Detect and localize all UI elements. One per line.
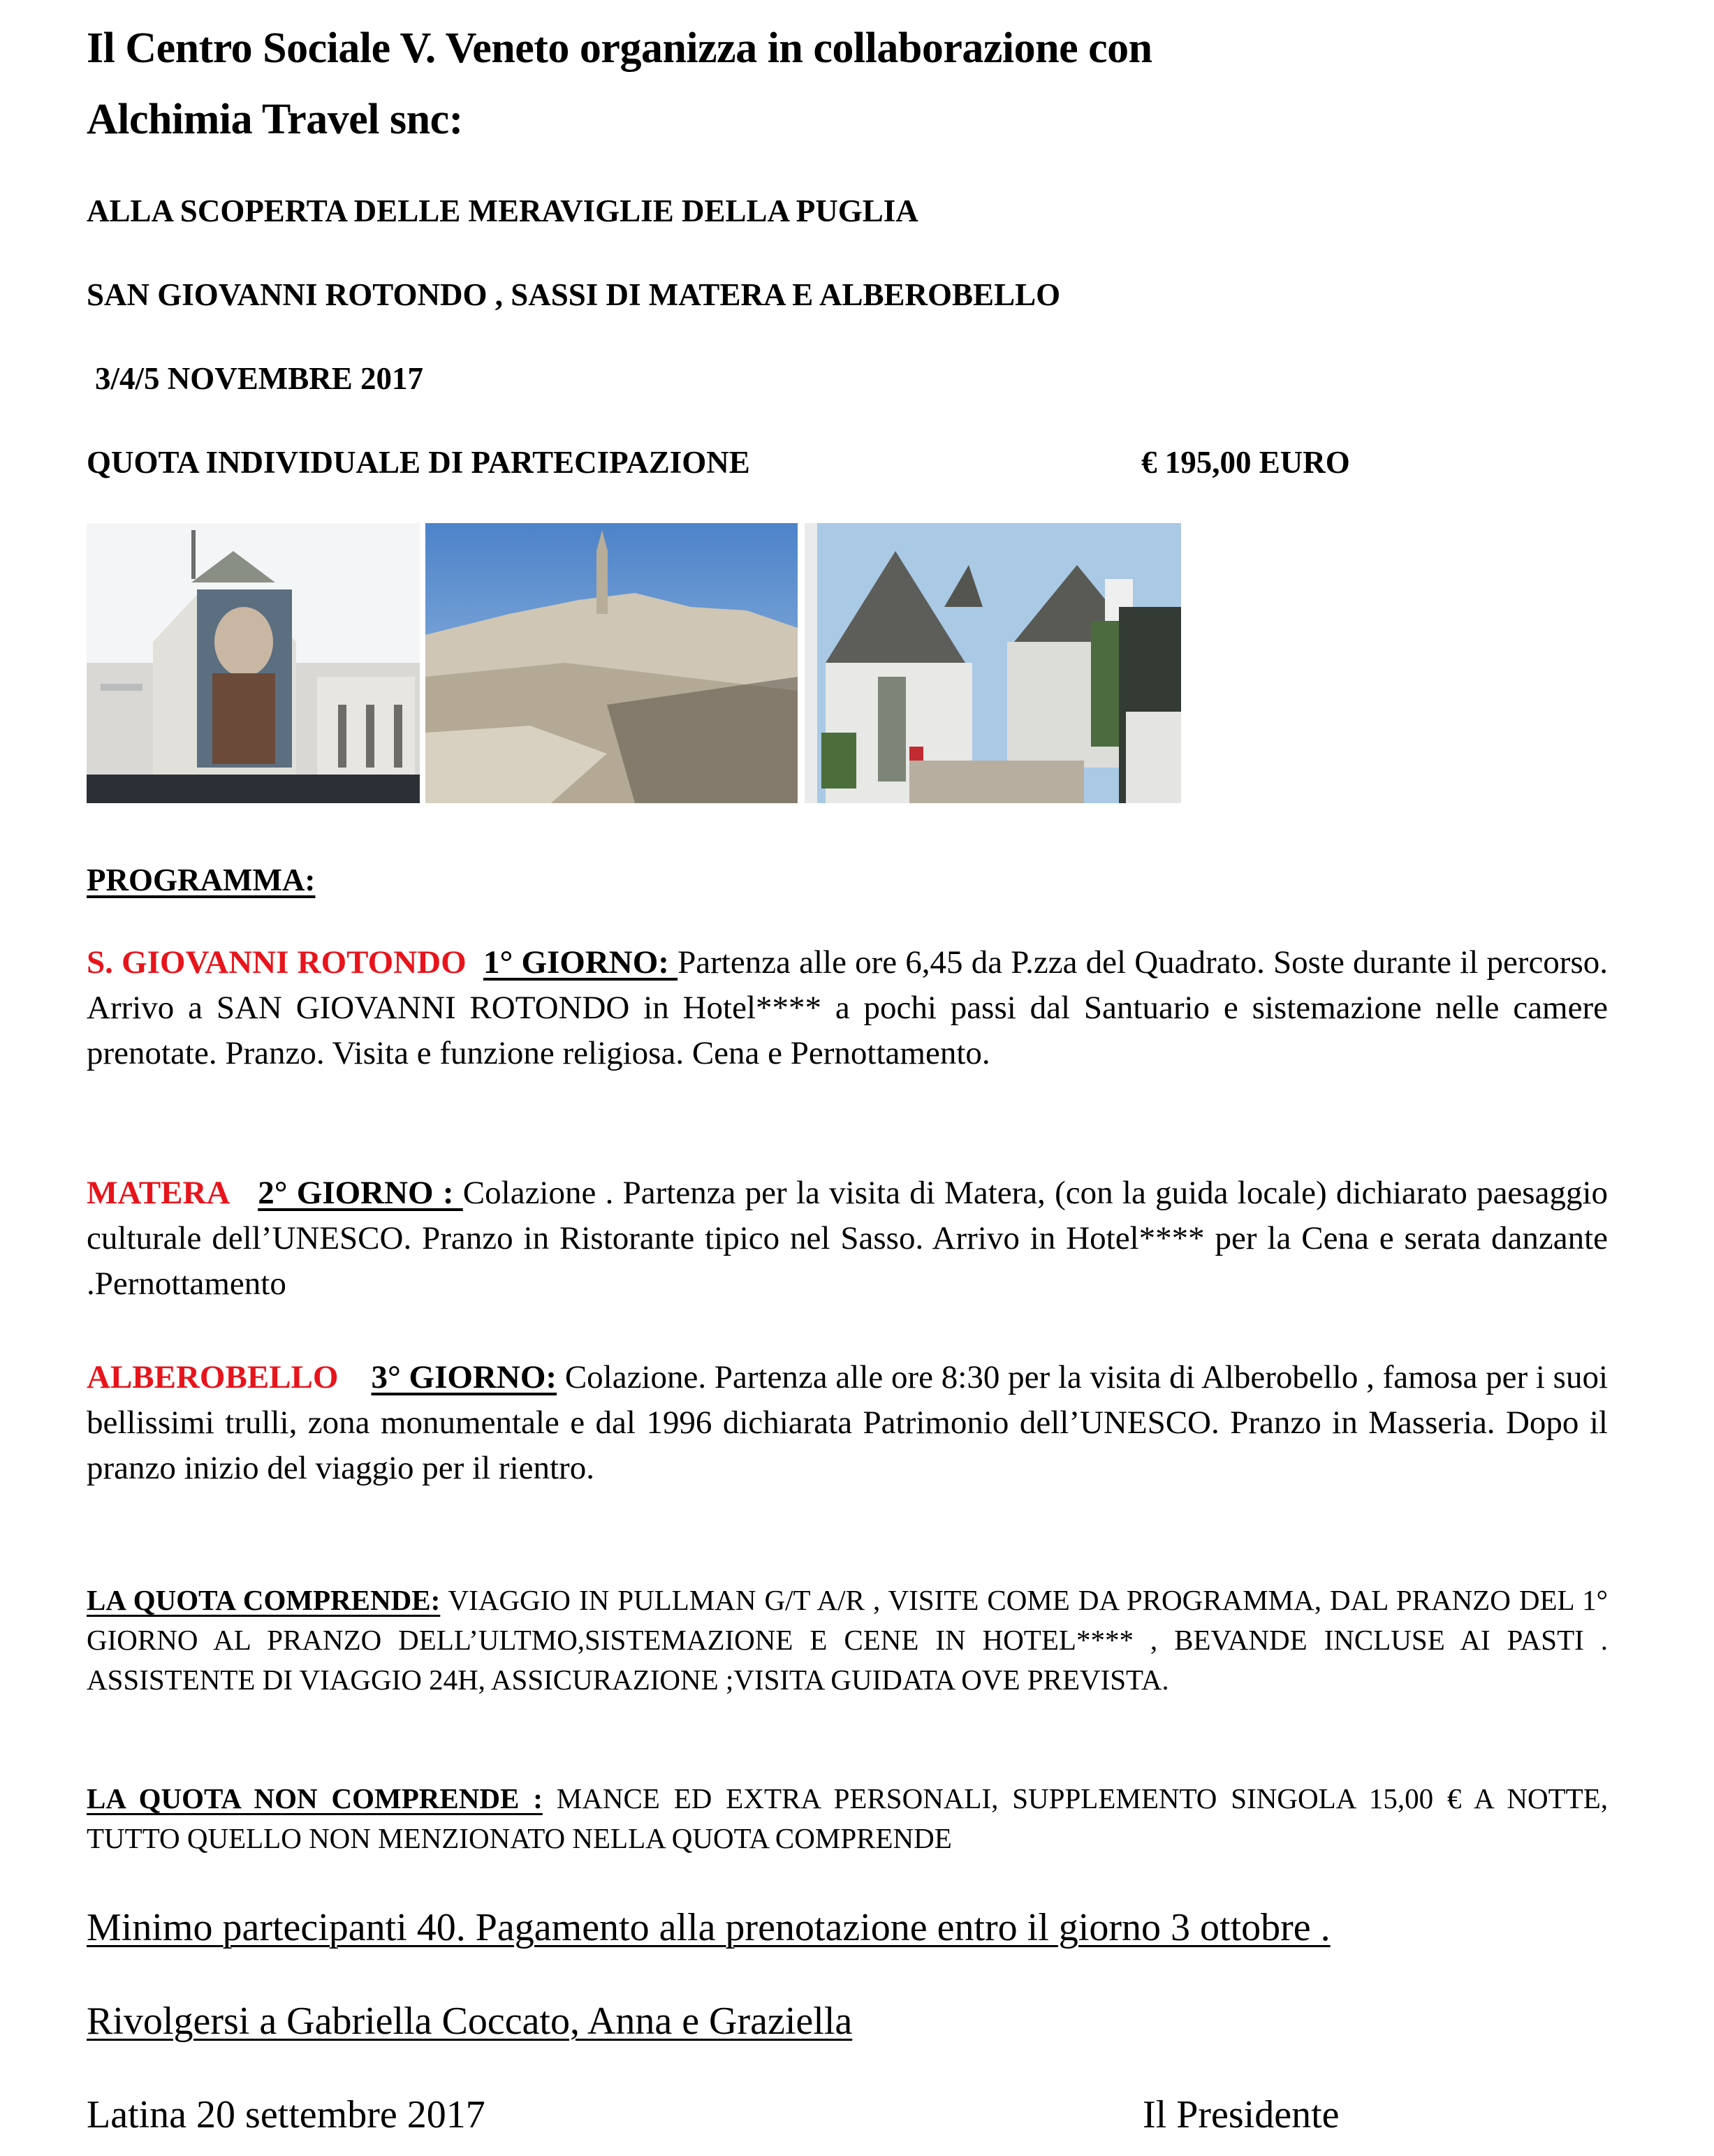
header-title-line-1: Il Centro Sociale V. Veneto organizza in collaborazione con — [87, 24, 1152, 72]
header-title-line-2: Alchimia Travel snc: — [87, 96, 463, 143]
quota-non-comprende-paragraph — [87, 1779, 1608, 1858]
trip-title: ALLA SCOPERTA DELLE MERAVIGLIE DELLA PUGLIA — [87, 193, 918, 228]
trulli-alberobello-photo — [805, 523, 1181, 803]
luogo-data: Latina 20 settembre 2017 — [87, 2093, 485, 2136]
santuario-padre-pio-photo — [87, 523, 420, 803]
quota-non-comprende-text: MANCE ED EXTRA PERSONALI, SUPPLEMENTO SINGOLA 15,00 € A NOTTE, TUTTO QUELLO NON MENZIONATO NELLA QUOTA COMPRENDE — [87, 1782, 1608, 1854]
quota-non-comprende-label: LA QUOTA NON COMPRENDE : — [87, 1782, 543, 1814]
contatti-note: Rivolgersi a Gabriella Coccato, Anna e Graziella — [87, 2000, 853, 2043]
trip-dates: 3/4/5 NOVEMBRE 2017 — [95, 361, 424, 396]
day-2-paragraph — [87, 1171, 1608, 1307]
day-2-label: 2° GIORNO : — [258, 1175, 463, 1211]
price-value: € 195,00 EURO — [1141, 445, 1350, 480]
day-3-place: ALBEROBELLO — [87, 1359, 339, 1395]
price-label: QUOTA INDIVIDUALE DI PARTECIPAZIONE — [87, 445, 750, 480]
minimo-partecipanti-note: Minimo partecipanti 40. Pagamento alla prenotazione entro il giorno 3 ottobre . — [87, 1906, 1331, 1949]
programma-heading: PROGRAMMA: — [87, 863, 316, 897]
day-2-text: Colazione . Partenza per la visita di Matera, (con la guida locale) dichiarato paesaggio culturale dell’UNESCO. Pranzo in Ristorante tipico nel Sasso. Arrivo in Hotel**** per la Cena e serata danzante .Pernottamento — [87, 1175, 1609, 1302]
day-3-paragraph — [87, 1355, 1608, 1491]
day-1-text: Partenza alle ore 6,45 da P.zza del Quadrato. Soste durante il percorso. Arrivo a SAN GIOVANNI ROTONDO in Hotel**** a pochi passi dal Santuario e sistemazione nelle camere prenotate. Pranzo. Visita e funzione religiosa. Cena e Pernottamento. — [87, 944, 1609, 1071]
day-1-paragraph — [87, 940, 1608, 1076]
day-1-place: S. GIOVANNI ROTONDO — [87, 944, 467, 981]
day-2-place: MATERA — [87, 1175, 230, 1211]
sassi-di-matera-photo — [425, 523, 798, 803]
day-1-label: 1° GIORNO: — [483, 944, 678, 981]
day-3-label: 3° GIORNO: — [371, 1359, 557, 1395]
destinations-line: SAN GIOVANNI ROTONDO , SASSI DI MATERA E ALBEROBELLO — [87, 277, 1061, 312]
quota-comprende-text: VIAGGIO IN PULLMAN G/T A/R , VISITE COME DA PROGRAMMA, DAL PRANZO DEL 1° GIORNO AL PRANZO DELL’ULTMO,SISTEMAZIONE E CENE IN HOTEL**** , BEVANDE INCLUSE AI PASTI . ASSISTENTE DI VIAGGIO 24H, ASSICURAZIONE ;VISITA GUIDATA OVE PREVISTA. — [87, 1584, 1608, 1696]
firma-presidente: Il Presidente — [1143, 2093, 1340, 2136]
quota-comprende-label: LA QUOTA COMPRENDE: — [87, 1584, 441, 1616]
day-3-text: Colazione. Partenza alle ore 8:30 per la visita di Alberobello , famosa per i suoi bellissimi trulli, zona monumentale e dal 1996 dichiarata Patrimonio dell’UNESCO. Pranzo in Masseria. Dopo il pranzo inizio del viaggio per il rientro. — [87, 1359, 1609, 1486]
quota-comprende-paragraph — [87, 1581, 1608, 1700]
